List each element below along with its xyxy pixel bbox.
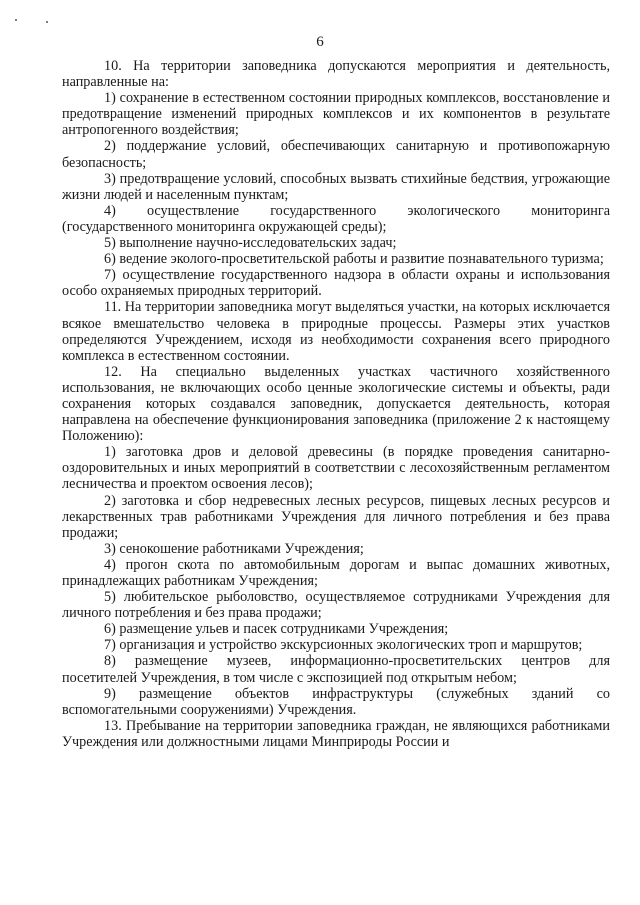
scan-speck [46,21,48,23]
list-item: 7) осуществление государственного надзора в области охраны и использования особо охраняемых природных территорий. [62,267,610,300]
list-item: 3) предотвращение условий, способных вызвать стихийные бедствия, угрожающие жизни людей и населенным пунктам; [62,170,610,203]
list-item: 7) организация и устройство экскурсионных экологических троп и маршрутов; [104,637,583,654]
list-item: 6) размещение ульев и пасек сотрудниками Учреждения; [104,621,449,638]
page-number: 6 [316,34,324,50]
list-item: 1) заготовка дров и деловой древесины (в порядке проведения санитарно-оздоровительных и иных мероприятий в соответствии с лесохозяйственным регламентом лесничества и проектом освоения лесов); [62,444,610,493]
list-item: 5) выполнение научно-исследовательских задач; [104,235,397,252]
list-item: 3) сенокошение работниками Учреждения; [104,540,364,557]
paragraph-10: 10. На территории заповедника допускаются мероприятия и деятельность, направленные на: [62,58,610,91]
paragraph-11: 11. На территории заповедника могут выделяться участки, на которых исключается всякое вмешательство человека в природные процессы. Размеры этих участков определяются Учреждением, исходя из необходимости сохранения всего природного комплекса в естественном состоянии. [62,299,610,364]
list-item: 5) любительское рыболовство, осуществляемое сотрудниками Учреждения для личного потребления и без права продажи; [62,589,610,622]
list-item: 2) заготовка и сбор недревесных лесных ресурсов, пищевых лесных ресурсов и лекарственных трав работниками Учреждения для личного потребления и без права продажи; [62,492,610,541]
list-item: 4) осуществление государственного экологического мониторинга (государственного мониторинга окружающей среды); [62,202,610,235]
list-item: 6) ведение эколого-просветительской работы и развитие познавательного туризма; [104,251,604,268]
list-item: 9) размещение объектов инфраструктуры (служебных зданий со вспомогательными сооружениями) Учреждения. [62,685,610,718]
paragraph-12: 12. На специально выделенных участках частичного хозяйственного использования, не включающих особо ценные экологические системы и объекты, ради сохранения которых создавался заповедник, допускается деятельность, которая направлена на обеспечение функционирования заповедника (приложение 2 к настоящему Положению): [62,363,610,445]
list-item: 2) поддержание условий, обеспечивающих санитарную и противопожарную безопасность; [62,138,610,171]
scan-speck [15,19,17,21]
document-body [62,58,610,750]
paragraph-13: 13. Пребывание на территории заповедника граждан, не являющихся работниками Учреждения или должностными лицами Минприроды России и [62,717,610,750]
list-item: 4) прогон скота по автомобильным дорогам и выпас домашних животных, принадлежащих работникам Учреждения; [62,556,610,589]
list-item: 1) сохранение в естественном состоянии природных комплексов, восстановление и предотвращение изменений природных комплексов и их компонентов в результате антропогенного воздействия; [62,90,610,139]
list-item: 8) размещение музеев, информационно-просветительских центров для посетителей Учреждения, в том числе с экспозицией под открытым небом; [62,653,610,686]
